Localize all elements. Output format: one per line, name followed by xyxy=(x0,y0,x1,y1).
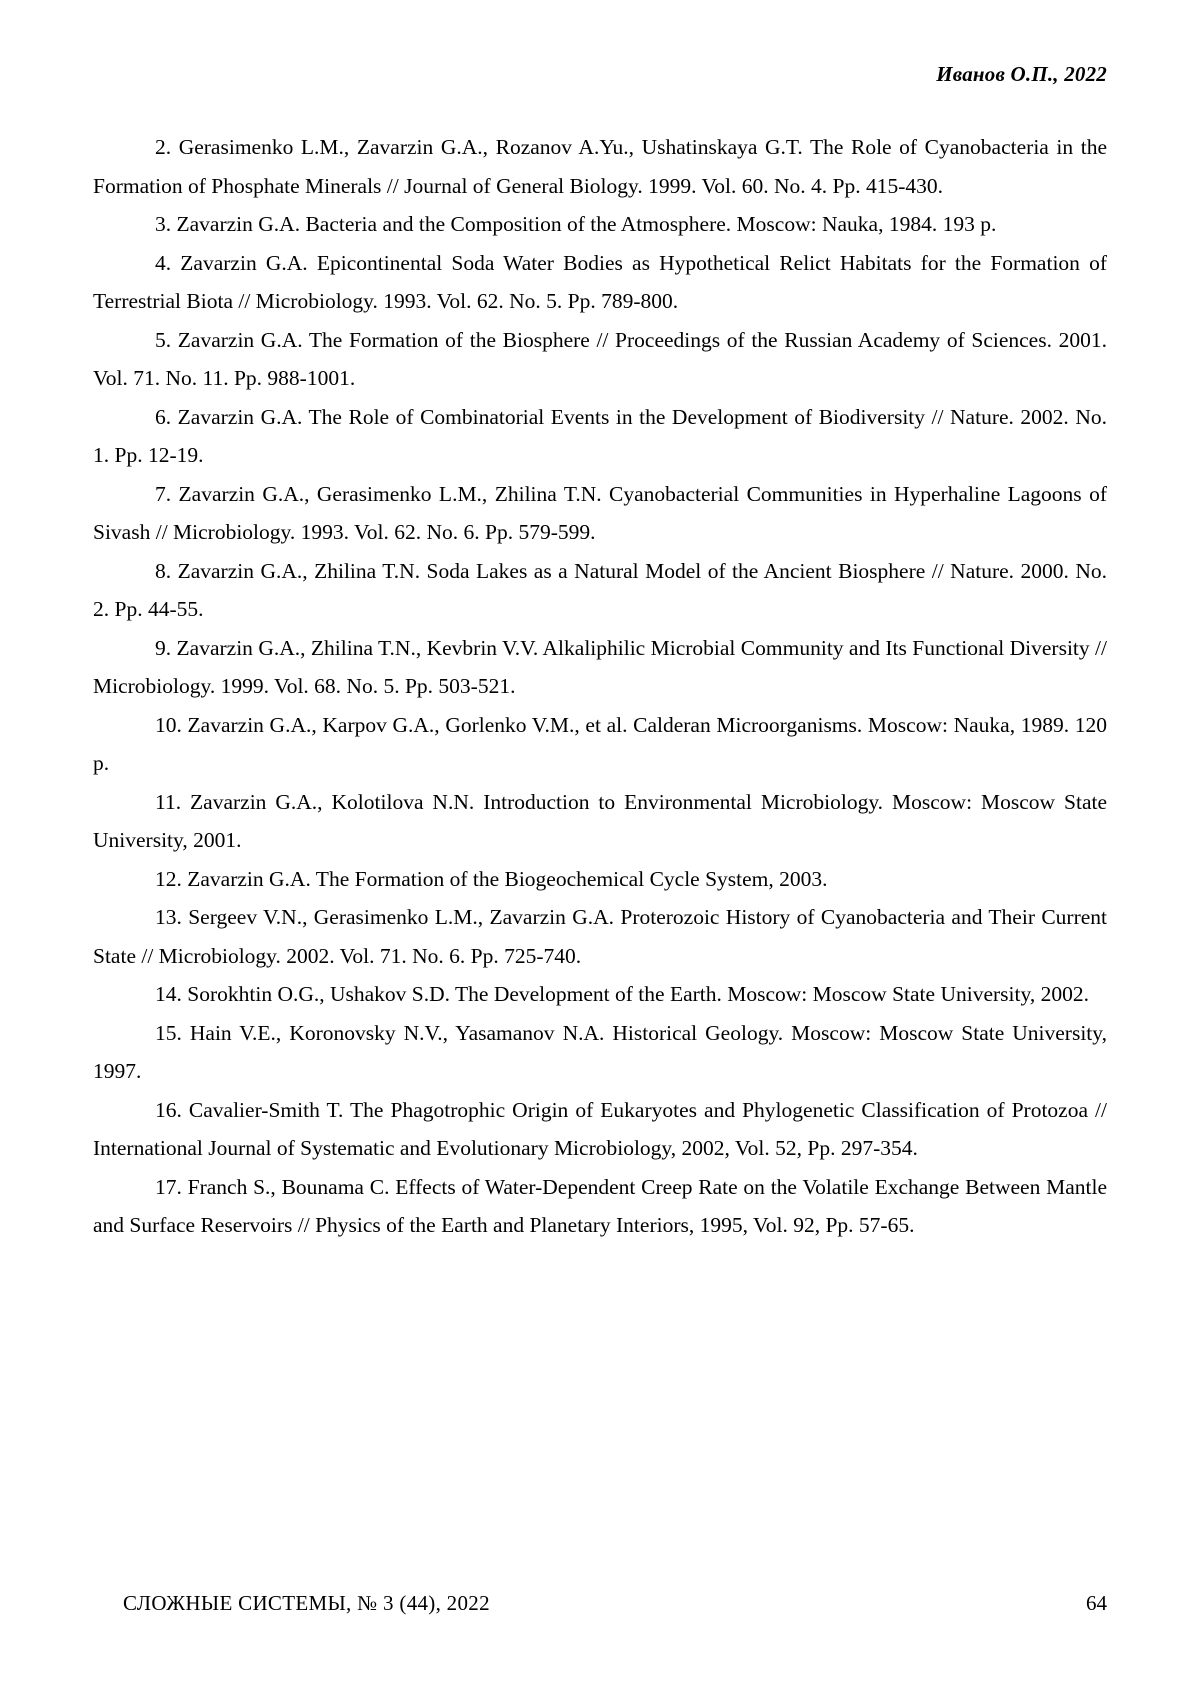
footer-journal-title: СЛОЖНЫЕ СИСТЕМЫ, № 3 (44), 2022 xyxy=(123,1591,490,1615)
reference-item: 10. Zavarzin G.A., Karpov G.A., Gorlenko V.M., et al. Calderan Microorganisms. Moscow: Nauka, 1989. 120 p. xyxy=(93,712,1107,775)
page-footer xyxy=(93,1591,1107,1619)
reference-item: 9. Zavarzin G.A., Zhilina T.N., Kevbrin V.V. Alkaliphilic Microbial Community and Its Functional Diversity // Microbiology. 1999. Vol. 68. No. 5. Pp. 503-521. xyxy=(93,635,1107,698)
reference-item: 7. Zavarzin G.A., Gerasimenko L.M., Zhilina T.N. Cyanobacterial Communities in Hyperhaline Lagoons of Sivash // Microbiology. 1993. Vol. 62. No. 6. Pp. 579-599. xyxy=(93,481,1107,544)
reference-item: 13. Sergeev V.N., Gerasimenko L.M., Zavarzin G.A. Proterozoic History of Cyanobacteria and Their Current State // Microbiology. 2002. Vol. 71. No. 6. Pp. 725-740. xyxy=(93,905,1107,968)
references-list xyxy=(93,128,1107,1245)
reference-item: 6. Zavarzin G.A. The Role of Combinatorial Events in the Development of Biodiversity // Nature. 2002. No. 1. Pp. 12-19. xyxy=(93,404,1107,467)
reference-item: 4. Zavarzin G.A. Epicontinental Soda Water Bodies as Hypothetical Relict Habitats for the Formation of Terrestrial Biota // Microbiology. 1993. Vol. 62. No. 5. Pp. 789-800. xyxy=(93,250,1107,313)
reference-item: 3. Zavarzin G.A. Bacteria and the Composition of the Atmosphere. Moscow: Nauka, 1984. 193 p. xyxy=(155,212,997,236)
reference-item: 15. Hain V.E., Koronovsky N.V., Yasamanov N.A. Historical Geology. Moscow: Moscow State University, 1997. xyxy=(93,1020,1107,1083)
reference-item: 14. Sorokhtin O.G., Ushakov S.D. The Development of the Earth. Moscow: Moscow State University, 2002. xyxy=(155,982,1089,1006)
reference-item: 17. Franch S., Bounama C. Effects of Water-Dependent Creep Rate on the Volatile Exchange Between Mantle and Surface Reservoirs // Physics of the Earth and Planetary Interiors, 1995, Vol. 92, Pp. 57-65. xyxy=(93,1174,1107,1237)
footer-page-number: 64 xyxy=(1086,1591,1107,1615)
reference-item: 5. Zavarzin G.A. The Formation of the Biosphere // Proceedings of the Russian Academy of Sciences. 2001. Vol. 71. No. 11. Pp. 988-1001. xyxy=(93,327,1107,390)
running-head: Иванов О.П., 2022 xyxy=(936,62,1107,86)
reference-item: 16. Cavalier-Smith T. The Phagotrophic Origin of Eukaryotes and Phylogenetic Classification of Protozoa // International Journal of Systematic and Evolutionary Microbiology, 2002, Vol. 52, Pp. 297-354. xyxy=(93,1097,1107,1160)
reference-item: 8. Zavarzin G.A., Zhilina T.N. Soda Lakes as a Natural Model of the Ancient Biosphere // Nature. 2000. No. 2. Pp. 44-55. xyxy=(93,558,1107,621)
reference-item: 11. Zavarzin G.A., Kolotilova N.N. Introduction to Environmental Microbiology. Moscow: Moscow State University, 2001. xyxy=(93,789,1107,852)
reference-item: 12. Zavarzin G.A. The Formation of the Biogeochemical Cycle System, 2003. xyxy=(155,866,828,891)
reference-item: 2. Gerasimenko L.M., Zavarzin G.A., Rozanov A.Yu., Ushatinskaya G.T. The Role of Cyanobacteria in the Formation of Phosphate Minerals // Journal of General Biology. 1999. Vol. 60. No. 4. Pp. 415-430. xyxy=(93,135,1107,198)
